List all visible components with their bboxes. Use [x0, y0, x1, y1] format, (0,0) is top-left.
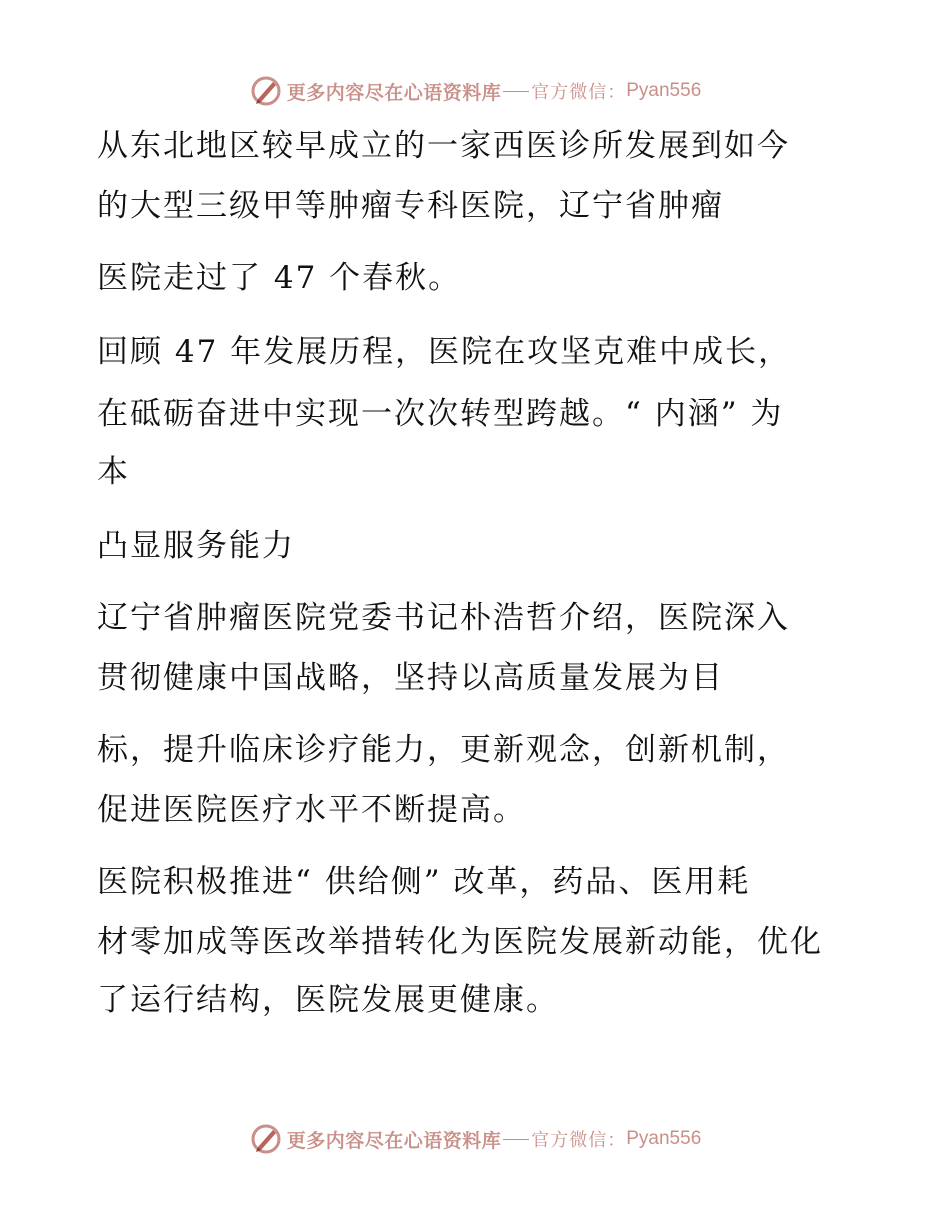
- watermark-dash: [503, 1139, 529, 1140]
- body-line: 在砥砺奋进中实现一次次转型跨越。“ 内涵” 为: [97, 396, 784, 432]
- body-line: 促进医院医疗水平不断提高。: [97, 792, 526, 828]
- body-line: 回顾 47 年发展历程，医院在攻坚克难中成长，: [97, 334, 792, 370]
- body-line: 的大型三级甲等肿瘤专科医院，辽宁省肿瘤: [97, 188, 724, 224]
- pen-circle-logo-icon: [249, 1122, 283, 1156]
- body-line: 医院走过了 47 个春秋。: [97, 260, 462, 296]
- watermark-site-text: 更多内容尽在心语资料库: [286, 81, 502, 104]
- body-line: 辽宁省肿瘤医院党委书记朴浩哲介绍，医院深入: [97, 600, 790, 636]
- body-line: 了运行结构，医院发展更健康。: [97, 982, 559, 1018]
- body-line: 凸显服务能力: [97, 528, 295, 564]
- pen-circle-logo-icon: [249, 74, 283, 108]
- body-line: 贯彻健康中国战略，坚持以高质量发展为目: [97, 660, 724, 696]
- body-line: 本: [97, 454, 130, 490]
- watermark-wechat-id: Pyan556: [626, 1128, 702, 1149]
- header-watermark-content: [249, 74, 702, 108]
- body-line: 材零加成等医改举措转化为医院发展新动能，优化: [97, 924, 823, 960]
- watermark-site-text: 更多内容尽在心语资料库: [286, 1129, 502, 1152]
- body-line: 标，提升临床诊疗能力，更新观念，创新机制，: [97, 732, 790, 768]
- body-line: 医院积极推进“ 供给侧” 改革，药品、医用耗: [97, 864, 751, 900]
- footer-watermark-content: [249, 1122, 702, 1156]
- watermark-official-label: 官方微信：: [531, 1130, 627, 1151]
- footer-watermark-banner: [0, 1119, 950, 1159]
- watermark-official-label: 官方微信：: [531, 82, 627, 103]
- watermark-dash: [503, 91, 529, 92]
- header-watermark-banner: [0, 71, 950, 111]
- watermark-wechat-id: Pyan556: [626, 80, 702, 101]
- body-line: 从东北地区较早成立的一家西医诊所发展到如今: [97, 128, 790, 164]
